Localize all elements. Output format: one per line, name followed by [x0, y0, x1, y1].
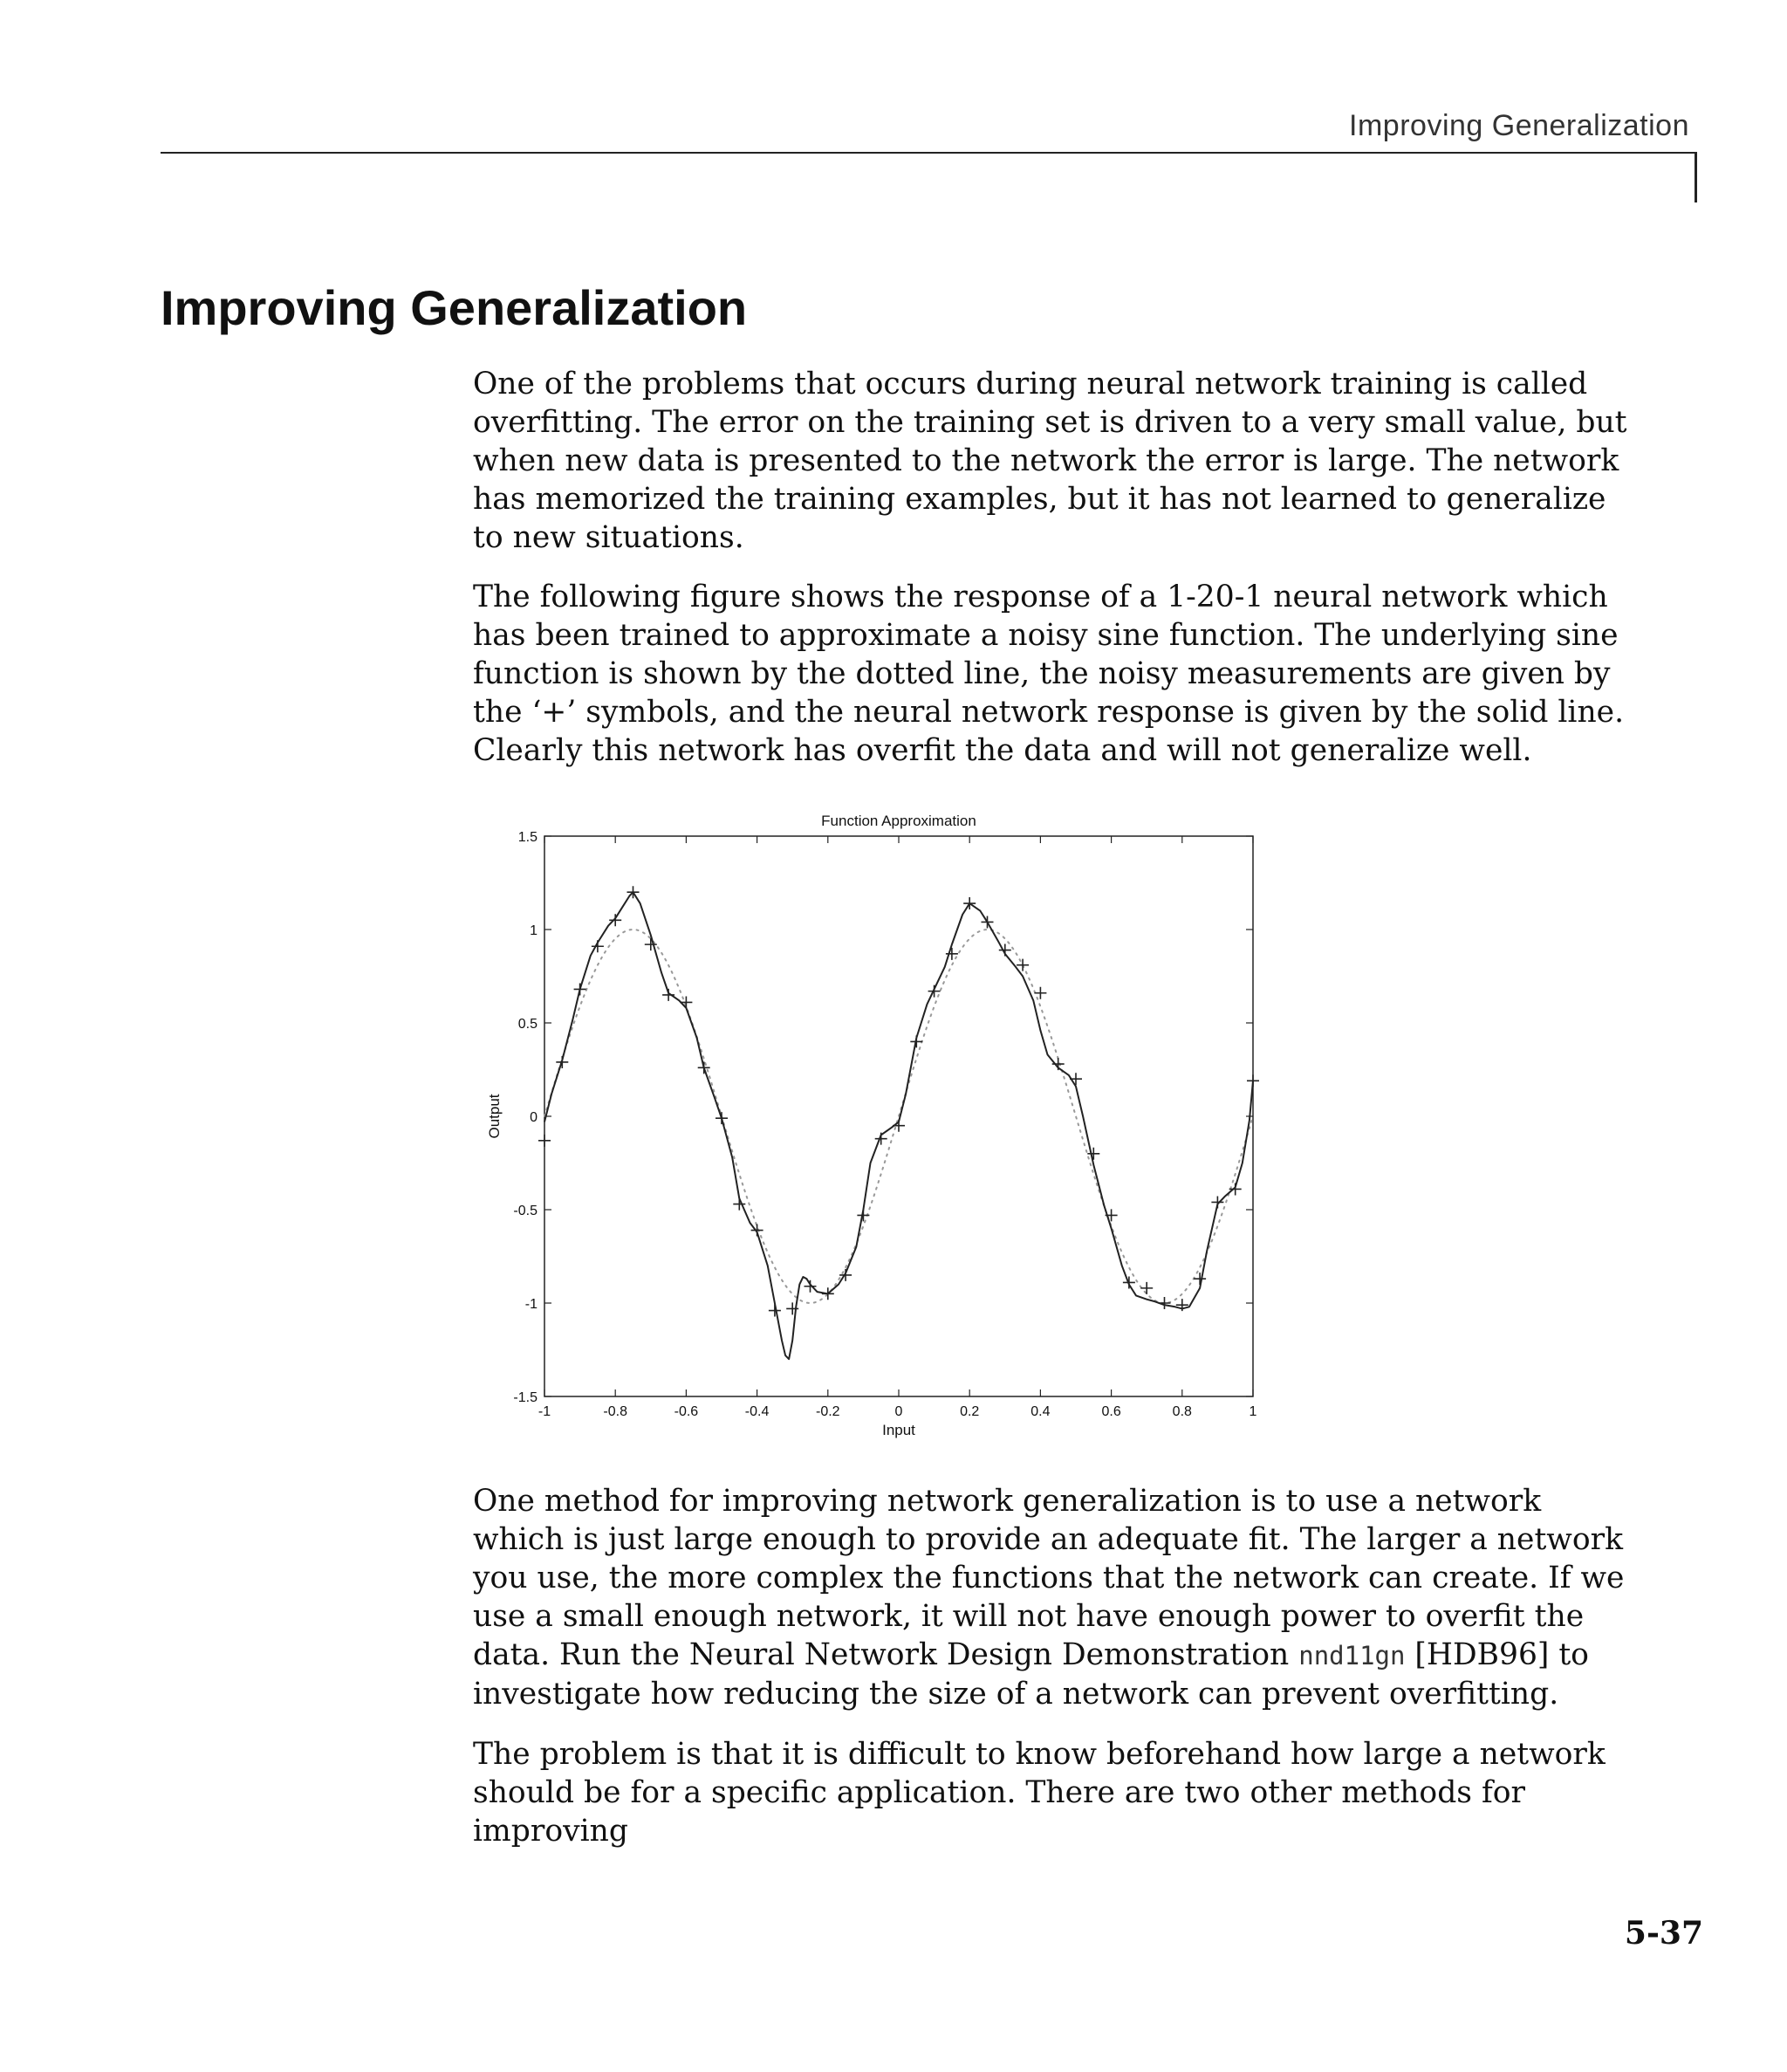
measurement-plus-marker — [1052, 1058, 1065, 1070]
header-rule — [161, 152, 1696, 154]
y-tick-label: 1.5 — [517, 830, 537, 845]
paragraph-figure-description: The following figure shows the response of a 1-20-1 neural network which has been trained to approximate a noisy sine function. The underlying sine function is shown by the dotted line, the noisy measurements are given by the ‘+’ symbols, and the neural network response is given by the solid line. Clearly this network has overfit the data and will not generalize well. — [473, 580, 1625, 768]
measurement-plus-marker — [715, 1112, 728, 1124]
x-tick-label: -0.8 — [603, 1404, 627, 1419]
y-tick-label: -1 — [524, 1297, 537, 1312]
chart-title: Function Approximation — [821, 813, 976, 829]
measurement-plus-marker — [875, 1133, 887, 1145]
x-tick-label: -0.4 — [744, 1404, 770, 1419]
x-tick-label: 1 — [1249, 1404, 1257, 1419]
x-tick-label: -1 — [537, 1404, 551, 1419]
x-tick-label: -0.2 — [816, 1404, 840, 1419]
x-axis-label: Input — [882, 1422, 915, 1438]
measurement-plus-marker — [804, 1280, 817, 1293]
paragraph-network-size — [473, 1482, 1633, 1713]
measurement-plus-marker — [538, 1135, 551, 1147]
page-number: 5-37 — [1624, 1915, 1703, 1952]
running-header: Improving Generalization — [1349, 109, 1689, 142]
measurement-plus-marker — [910, 1035, 922, 1047]
x-tick-label: 0.8 — [1172, 1404, 1192, 1419]
paragraph-other-methods: The problem is that it is difficult to know beforehand how large a network should be for a specific application. There are two other methods for improving — [473, 1737, 1606, 1849]
measurement-plus-marker — [857, 1209, 869, 1221]
paragraph-network-size-text-1: One method for improving network generalization is to use a network which is just large enough to provide an adequate fit. The larger a network you use, the more complex the functions that the network can create. If we use a small enough network, it will not have enough power to overfit the data. Run the Neural Network Design Demonstration — [473, 1484, 1625, 1672]
measurement-plus-marker — [1194, 1273, 1206, 1285]
paragraph-overfitting: One of the problems that occurs during neural network training is called overfitting. The error on the training set is driven to a very small value, but when new data is presented to the network the error is large. The network has memorized the training examples, but it has not learned to generalize to new situations. — [473, 367, 1627, 555]
section-title: Improving Generalization — [161, 280, 748, 335]
function-approximation-figure — [471, 801, 1274, 1447]
measurement-plus-marker — [769, 1305, 781, 1317]
measurement-plus-marker — [1159, 1297, 1171, 1309]
measurement-plus-marker — [1211, 1196, 1223, 1208]
measurement-plus-marker — [982, 916, 994, 928]
y-tick-label: 0 — [530, 1110, 537, 1125]
y-tick-label: 0.5 — [517, 1017, 537, 1032]
measurement-plus-marker — [556, 1056, 568, 1068]
header-rule-tick — [1695, 152, 1697, 202]
measurement-plus-marker — [1247, 1074, 1259, 1087]
x-tick-label: 0.2 — [960, 1404, 980, 1419]
measurement-plus-marker — [680, 996, 692, 1008]
measurement-plus-marker — [1229, 1183, 1242, 1195]
y-axis-label: Output — [486, 1094, 503, 1139]
measurement-plus-marker — [609, 914, 621, 926]
y-tick-label: -0.5 — [513, 1204, 537, 1218]
sine-dotted-line — [544, 930, 1253, 1303]
measurement-plus-marker — [1140, 1282, 1153, 1294]
y-tick-label: -1.5 — [513, 1390, 537, 1405]
x-tick-label: 0 — [894, 1404, 903, 1419]
y-tick-label: 1 — [530, 923, 537, 938]
measurement-plus-marker — [1123, 1276, 1135, 1288]
measurement-plus-marker — [574, 983, 586, 995]
x-tick-label: -0.6 — [674, 1404, 699, 1419]
measurement-plus-marker — [1176, 1299, 1188, 1311]
demo-command-code: nnd11gn — [1298, 1641, 1406, 1671]
paragraph-network-size-text-2: [HDB96] to investigate how reducing the size of a network can prevent overfitting. — [473, 1637, 1589, 1712]
x-tick-label: 0.4 — [1030, 1404, 1051, 1419]
measurement-plus-marker — [963, 897, 976, 909]
x-tick-label: 0.6 — [1101, 1404, 1121, 1419]
measurement-plus-marker — [1070, 1073, 1082, 1085]
measurement-plus-marker — [1106, 1209, 1118, 1221]
function-approximation-chart — [471, 801, 1274, 1447]
measurement-plus-marker — [662, 989, 674, 1001]
